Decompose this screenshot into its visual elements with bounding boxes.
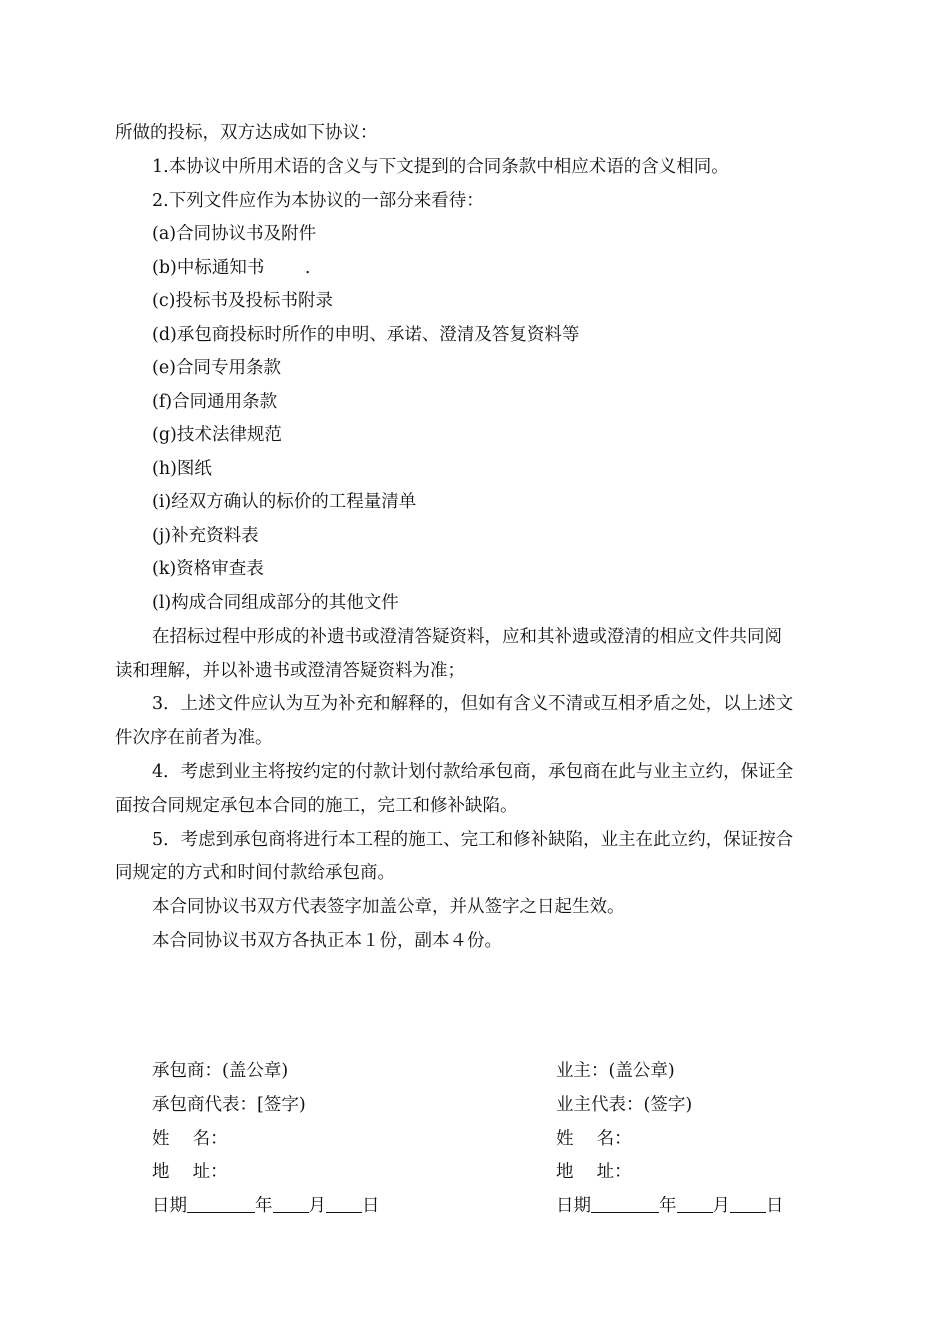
list-item-a: (a)合同协议书及附件 [152,224,317,244]
contractor-representative: 承包商代表：[签字) [152,1095,306,1115]
owner-name-label: 姓 名： [556,1129,632,1149]
list-item-e: (e)合同专用条款 [152,358,282,378]
clause-3-line-2: 件次序在前者为准。 [115,728,273,748]
contractor-date-line [152,1194,380,1218]
list-item-i: (i)经双方确认的标价的工程量清单 [152,492,417,512]
list-item-b: (b)中标通知书 . [152,258,311,278]
effect-statement: 本合同协议书双方代表签字加盖公章，并从签字之日起生效。 [152,897,625,917]
owner-month-blank [677,1196,713,1213]
owner-representative: 业主代表：(签字) [556,1095,693,1115]
clause-5-line-1: 5．考虑到承包商将进行本工程的施工、完工和修补缺陷，业主在此立约，保证按合 [152,830,794,850]
owner-seal: 业主：(盖公章) [556,1061,675,1081]
contractor-day-label: 日 [362,1196,380,1216]
copies-statement: 本合同协议书双方各执正本１份，副本４份。 [152,931,502,951]
intro-line: 所做的投标，双方达成如下协议： [115,123,378,143]
owner-address-label: 地 址： [556,1162,632,1182]
list-item-h: (h)图纸 [152,459,212,479]
contractor-year-blank [187,1196,255,1213]
contractor-month-blank [273,1196,309,1213]
owner-day-label: 日 [766,1196,784,1216]
supplement-paragraph-line-2: 读和理解，并以补遗书或澄清答疑资料为准； [115,661,465,681]
supplement-paragraph-line-1: 在招标过程中形成的补遗书或澄清答疑资料，应和其补遗或澄清的相应文件共同阅 [152,627,782,647]
clause-4-line-1: 4．考虑到业主将按约定的付款计划付款给承包商，承包商在此与业主立约，保证全 [152,762,794,782]
contractor-date-label: 日期 [152,1196,187,1216]
owner-year-label: 年 [659,1196,677,1216]
owner-date-label: 日期 [556,1196,591,1216]
list-item-l: (l)构成合同组成部分的其他文件 [152,593,399,613]
list-item-c: (c)投标书及投标书附录 [152,291,333,311]
contractor-day-blank [326,1196,362,1213]
contractor-month-label: 月 [308,1196,326,1216]
clause-2: 2.下列文件应作为本协议的一部分来看待： [152,191,484,211]
owner-year-blank [591,1196,659,1213]
clause-4-line-2: 面按合同规定承包本合同的施工，完工和修补缺陷。 [115,796,518,816]
clause-3-line-1: 3．上述文件应认为互为补充和解释的，但如有含义不清或互相矛盾之处，以上述文 [152,694,794,714]
clause-5-line-2: 同规定的方式和时间付款给承包商。 [115,863,395,883]
contractor-address-label: 地 址： [152,1162,228,1182]
list-item-g: (g)技术法律规范 [152,425,282,445]
contractor-year-label: 年 [255,1196,273,1216]
owner-day-blank [730,1196,766,1213]
owner-date-line [556,1194,784,1218]
clause-1: 1.本协议中所用术语的含义与下文提到的合同条款中相应术语的含义相同。 [152,157,729,177]
list-item-d: (d)承包商投标时所作的申明、承诺、澄清及答复资料等 [152,325,580,345]
contractor-name-label: 姓 名： [152,1129,228,1149]
list-item-f: (f)合同通用条款 [152,392,278,412]
owner-month-label: 月 [712,1196,730,1216]
contractor-seal: 承包商：(盖公章) [152,1061,289,1081]
list-item-k: (k)资格审查表 [152,559,264,579]
list-item-j: (j)补充资料表 [152,526,259,546]
